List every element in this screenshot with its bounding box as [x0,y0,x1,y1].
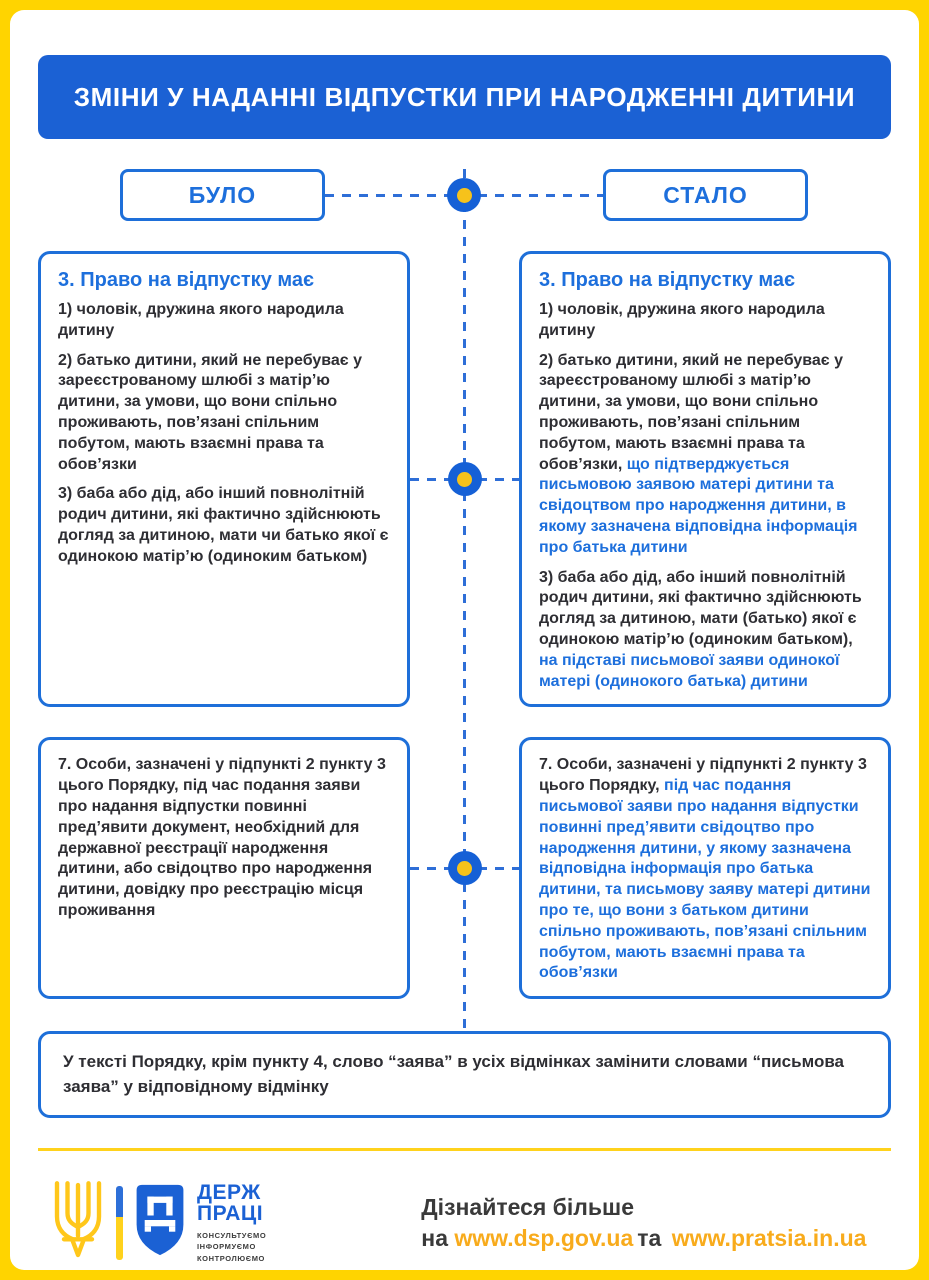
connector-top [325,169,603,221]
org-slogan-line: ІНФОРМУЄМО [197,1242,256,1252]
row-point7 [38,737,891,999]
spacer [38,169,120,221]
shield-icon [133,1181,187,1264]
org-name-line2: ПРАЦІ [197,1202,264,1226]
label-after [603,169,808,221]
derzhpratsi-logo [38,1177,266,1268]
before-point3-card [38,251,410,707]
note-card [38,1031,891,1118]
row-point3 [38,251,891,707]
dsp-link[interactable]: www.dsp.gov.ua [454,1224,634,1251]
org-slogan [197,1230,266,1264]
logo-divider-bar [116,1186,123,1260]
node-core [457,472,472,487]
connector-point3 [410,251,519,707]
poster-sheet [10,10,919,1270]
page-title-banner [38,55,891,139]
label-before-text: БУЛО [188,181,257,208]
link-prefix: на [421,1224,448,1251]
conjunction: та [637,1224,662,1251]
org-name-line1: ДЕРЖ [197,1181,261,1205]
page-title: ЗМІНИ У НАДАННІ ВІДПУСТКИ ПРИ НАРОДЖЕННІ ДИТИНИ [73,81,856,112]
after-point7-card [519,737,891,999]
org-slogan-line: КОНСУЛЬТУЄМО [197,1231,267,1241]
node-core [457,861,472,876]
before-point7-card [38,737,410,999]
after-point7-text: 7. Особи, зазначені у підпункті 2 пункту 3 цього Порядку, під час подання письмової заяви про надання відпустки повинні пред’явити свідоцтво про народження дитини, у якому зазначена відповідна інформація про батька дитини, та письмову заяву матері дитини про те, що вони з батьком дитини спільно проживають, пов’язані спільним побутом, мають взаємні права та обов’язки [539,756,871,982]
comparison-diagram [38,169,891,1031]
org-slogan-line: КОНТРОЛЮЄМО [197,1253,265,1263]
org-name-block [197,1182,266,1264]
before-point7-text: 7. Особи, зазначені у підпункті 2 пункту 3 цього Порядку, під час подання заяви про надання відпустки повинні пред’явити документ, необхідний для державної реєстрації народження дитини, або свідоцтво про народження дитини, довідку про реєстрацію місця проживання [58,756,386,919]
spacer [808,169,891,221]
trident-icon [50,1177,106,1268]
labels-row [38,169,891,221]
footer-divider-rule [38,1148,891,1151]
pratsia-link[interactable]: www.pratsia.in.ua [671,1224,867,1251]
after-point3-title: 3. Право на відпустку має [539,269,796,291]
learn-more-title: Дізнайтеся більше [421,1193,634,1220]
note-text: У тексті Порядку, крім пункту 4, слово “заява” в усіх відмінках замінити словами “письмова заява” у відповідному відмінку [63,1052,845,1096]
label-after-text: СТАЛО [663,181,748,208]
footer [38,1177,891,1268]
connector-point7 [410,737,519,999]
after-point3-text: 1) чоловік, дружина якого народила дитину 2) батько дитини, який не перебуває у зареєстрованому шлюбі з матір’ю дитини, за умови, що вони спільно проживають, пов’язані спільним побутом, мають взаємні права та обов’язки, що підтверджується письмовою заявою матері дитини та свідоцтвом про народження дитини, в якому зазначена відповідна інформація про батька дитини 3) баба або дід, або інший повнолітній родич дитини, які фактично здійснюють догляд за дитиною, мати (батько) якої є одинокою матір’ю (одиноким батьком), на підставі письмової заяви одинокої матері (одинокого батька) дитини [539,301,862,690]
learn-more-links [421,1225,891,1252]
before-point3-text: 1) чоловік, дружина якого народила дитину 2) батько дитини, який не перебуває у зареєстрованому шлюбі з матір’ю дитини, за умови, що вони спільно проживають, пов’язані спільним побутом, мають взаємні права та обов’язки 3) баба або дід, або інший повнолітній родич дитини, які фактично здійснюють догляд за дитиною, мати чи батько якої є одинокою матір’ю (одиноким батьком) [58,301,389,565]
before-point3-title: 3. Право на відпустку має [58,269,315,291]
label-before [120,169,325,221]
node-core [457,188,472,203]
connector-node-icon [448,462,482,496]
connector-node-icon [448,851,482,885]
connector-node-icon [447,178,481,212]
learn-more-block [266,1194,891,1252]
after-point3-card [519,251,891,707]
